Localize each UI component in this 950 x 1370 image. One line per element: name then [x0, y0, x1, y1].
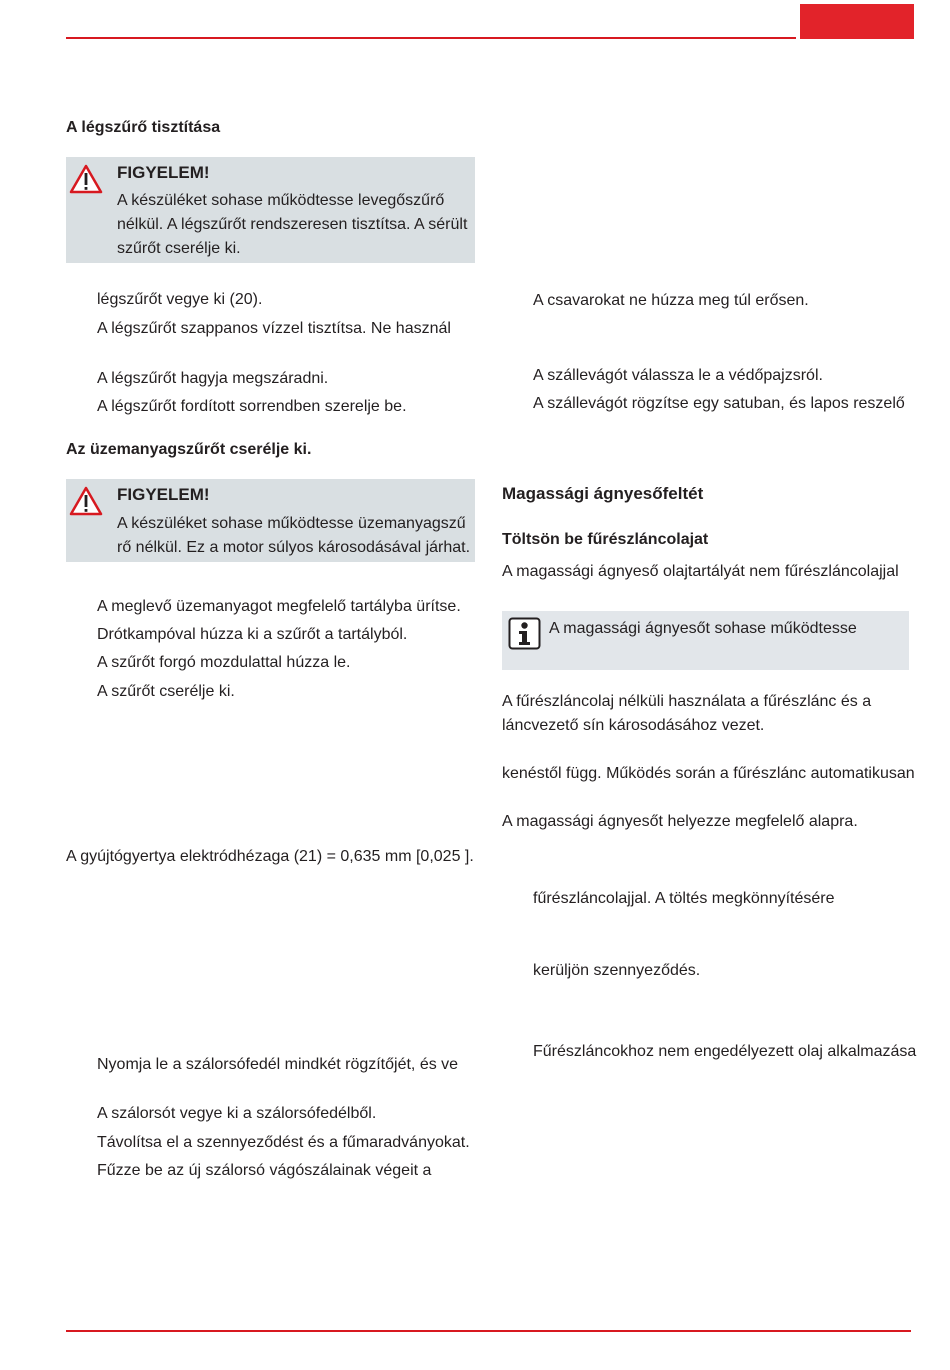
fuel-filter-step: A szűrőt forgó mozdulattal húzza le. [97, 654, 351, 671]
cutter-step: A szállevágót rögzítse egy satuban, és lapos reszelő [533, 395, 905, 412]
air-filter-warning [66, 157, 475, 263]
air-filter-step: A légszűrőt fordított sorrendben szerelje be. [97, 398, 407, 415]
cutter-step: A szállevágót válassza le a védőpajzsról. [533, 367, 823, 384]
spool-step: Fűzze be az új szálorsó vágószálainak végeit a [97, 1162, 432, 1179]
header-rule [66, 37, 796, 39]
header-tab [800, 4, 914, 39]
pruner-subheading: Töltsön be fűrészláncolajat [502, 531, 709, 548]
footer-rule [66, 1330, 911, 1332]
info-icon [508, 617, 541, 650]
warning-triangle-icon [69, 486, 103, 516]
fuel-filter-step: A meglevő üzemanyagot megfelelő tartályba ürítse. [97, 598, 461, 615]
pruner-step: Fűrészláncokhoz nem engedélyezett olaj alkalmazása [533, 1043, 917, 1060]
warning-line: nélkül. A légszűrőt rendszeresen tisztítsa. A sérült [117, 216, 468, 233]
spool-step: Nyomja le a szálorsófedél mindkét rögzítőjét, és ve [97, 1056, 459, 1073]
warning-line: A készüléket sohase működtesse levegőszűrő [117, 192, 445, 209]
fuel-filter-step: A szűrőt cserélje ki. [97, 683, 235, 700]
air-filter-step: A légszűrőt hagyja megszáradni. [97, 370, 329, 387]
pruner-intro: A magassági ágnyeső olajtartályát nem fűrészláncolajjal [502, 563, 899, 580]
air-filter-step: A légszűrőt szappanos vízzel tisztítsa. Ne használ [97, 320, 451, 337]
pruner-step: fűrészláncolajjal. A töltés megkönnyítésére [533, 890, 835, 907]
air-filter-step: légszűrőt vegye ki (20). [97, 291, 263, 308]
pruner-step: kerüljön szennyeződés. [533, 962, 701, 979]
spark-plug-gap: A gyújtógyertya elektródhézaga (21) = 0,635 mm [0,025 ]. [66, 848, 474, 865]
warning-line: rő nélkül. Ez a motor súlyos károsodásával járhat. [117, 539, 471, 556]
warning-line: A készüléket sohase működtesse üzemanyagszű [117, 515, 466, 532]
warning-triangle-icon [69, 164, 103, 194]
spool-step: A szálorsót vegye ki a szálorsófedélből. [97, 1105, 377, 1122]
fuel-filter-warning [66, 479, 475, 562]
pruner-para: kenéstől függ. Működés során a fűrészlánc automatikusan [502, 765, 915, 782]
pruner-para: láncvezető sín károsodásához vezet. [502, 717, 765, 734]
warning-line: szűrőt cserélje ki. [117, 240, 241, 257]
warning-title: FIGYELEM! [117, 163, 210, 182]
info-text: A magassági ágnyesőt sohase működtesse [549, 620, 857, 637]
fuel-filter-heading: Az üzemanyagszűrőt cserélje ki. [66, 441, 312, 458]
air-filter-heading: A légszűrő tisztítása [66, 119, 221, 136]
warning-title: FIGYELEM! [117, 485, 210, 504]
pruner-heading: Magassági ágnyesőfeltét [502, 484, 704, 503]
pruner-info [502, 611, 909, 670]
fuel-filter-step: Drótkampóval húzza ki a szűrőt a tartályból. [97, 626, 408, 643]
screws-note: A csavarokat ne húzza meg túl erősen. [533, 292, 809, 309]
pruner-para: A fűrészláncolaj nélküli használata a fűrészlánc és a [502, 693, 872, 710]
spool-step: Távolítsa el a szennyeződést és a fűmaradványokat. [97, 1134, 470, 1151]
pruner-para: A magassági ágnyesőt helyezze megfelelő alapra. [502, 813, 858, 830]
